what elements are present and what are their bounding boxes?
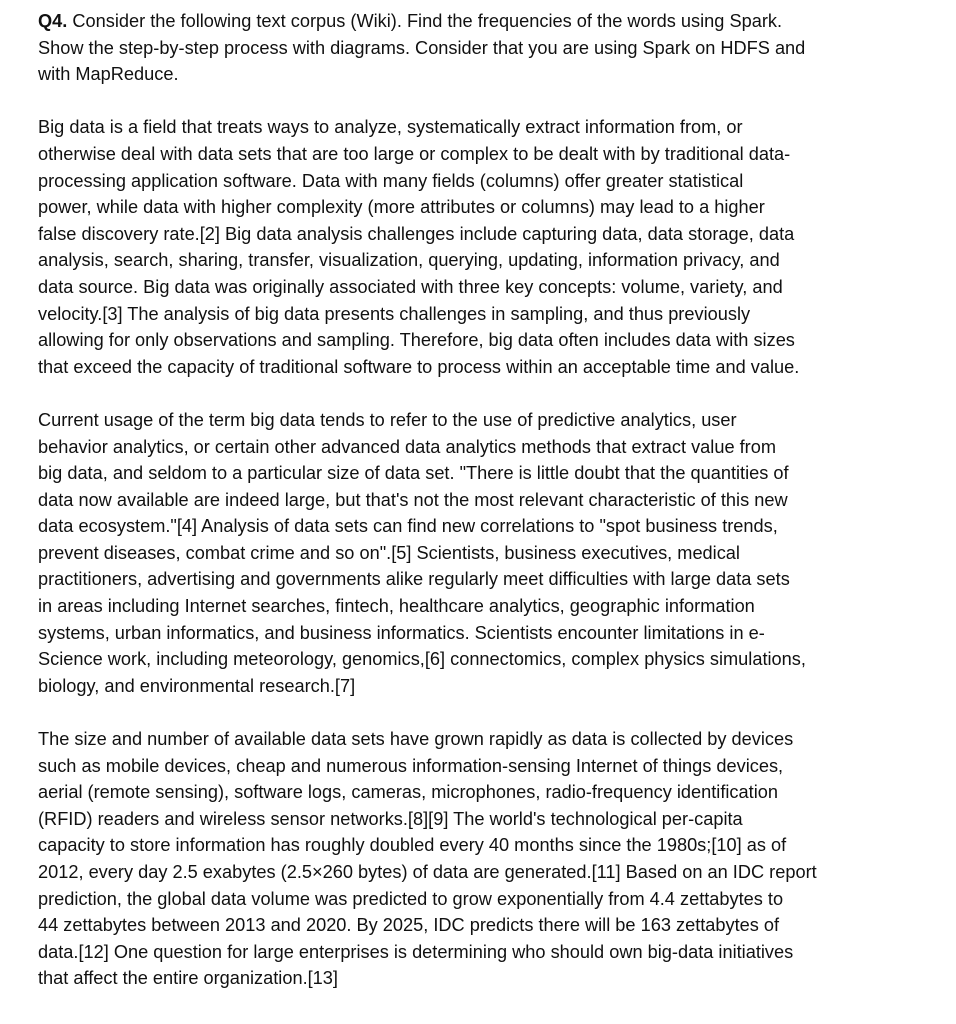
- paragraph-line: that exceed the capacity of traditional software to process within an acceptable time and value.: [38, 356, 800, 377]
- question-line: Show the step-by-step process with diagrams. Consider that you are using Spark on HDFS and: [38, 37, 806, 58]
- paragraph-line: Science work, including meteorology, genomics,[6] connectomics, complex physics simulations,: [38, 649, 806, 670]
- paragraph-line: prevent diseases, combat crime and so on".[5] Scientists, business executives, medical: [38, 542, 740, 563]
- paragraph-gap: [38, 380, 918, 407]
- question-text: Consider the following text corpus (Wiki). Find the frequencies of the words using Spark.: [67, 11, 783, 31]
- paragraph-line: in areas including Internet searches, fintech, healthcare analytics, geographic information: [38, 596, 755, 617]
- paragraph-gap: [38, 88, 918, 115]
- paragraph-line: analysis, search, sharing, transfer, visualization, querying, updating, information privacy, and: [38, 250, 780, 271]
- paragraph-line: data.[12] One question for large enterprises is determining who should own big-data initiatives: [38, 941, 794, 962]
- paragraph-3: [38, 726, 918, 992]
- paragraph-line: practitioners, advertising and governments alike regularly meet difficulties with large data sets: [38, 569, 790, 590]
- paragraph-line: (RFID) readers and wireless sensor networks.[8][9] The world's technological per-capita: [38, 808, 743, 829]
- paragraph-1: [38, 114, 918, 380]
- question-line: with MapReduce.: [38, 64, 179, 85]
- paragraph-2: [38, 407, 918, 700]
- paragraph-line: 44 zettabytes between 2013 and 2020. By 2025, IDC predicts there will be 163 zettabytes of: [38, 915, 780, 936]
- paragraph-line: power, while data with higher complexity (more attributes or columns) may lead to a higher: [38, 197, 765, 218]
- paragraph-line: The size and number of available data sets have grown rapidly as data is collected by devices: [38, 729, 794, 750]
- paragraph-line: processing application software. Data with many fields (columns) offer greater statistical: [38, 170, 744, 191]
- paragraph-line: data ecosystem."[4] Analysis of data sets can find new correlations to "spot business trends,: [38, 516, 778, 537]
- paragraph-line: systems, urban informatics, and business informatics. Scientists encounter limitations in e-: [38, 622, 765, 643]
- paragraph-line: aerial (remote sensing), software logs, cameras, microphones, radio-frequency identification: [38, 782, 778, 803]
- paragraph-line: prediction, the global data volume was predicted to grow exponentially from 4.4 zettabytes to: [38, 888, 784, 909]
- paragraph-gap: [38, 699, 918, 726]
- paragraph-line: 2012, every day 2.5 exabytes (2.5×260 bytes) of data are generated.[11] Based on an IDC report: [38, 862, 817, 882]
- paragraph-line: otherwise deal with data sets that are too large or complex to be dealt with by traditional data-: [38, 143, 791, 164]
- paragraph-line: data source. Big data was originally associated with three key concepts: volume, variety, and: [38, 276, 783, 297]
- paragraph-line: false discovery rate.[2] Big data analysis challenges include capturing data, data storage, data: [38, 223, 795, 244]
- question-label: Q4.: [38, 11, 68, 31]
- paragraph-line: biology, and environmental research.[7]: [38, 675, 356, 696]
- paragraph-line: big data, and seldom to a particular size of data set. "There is little doubt that the quantities of: [38, 463, 789, 484]
- paragraph-line: data now available are indeed large, but that's not the most relevant characteristic of this new: [38, 489, 788, 510]
- question-block: [38, 8, 918, 88]
- paragraph-line: such as mobile devices, cheap and numerous information-sensing Internet of things devices,: [38, 755, 784, 776]
- paragraph-line: allowing for only observations and sampling. Therefore, big data often includes data with sizes: [38, 330, 795, 351]
- document-page: [38, 8, 918, 992]
- question-line: [38, 8, 918, 35]
- paragraph-line: that affect the entire organization.[13]: [38, 968, 338, 989]
- paragraph-line: capacity to store information has roughly doubled every 40 months since the 1980s;[10] as of: [38, 835, 787, 856]
- paragraph-line: Big data is a field that treats ways to analyze, systematically extract information from, or: [38, 117, 743, 138]
- paragraph-line: Current usage of the term big data tends to refer to the use of predictive analytics, user: [38, 409, 737, 430]
- paragraph-line: behavior analytics, or certain other advanced data analytics methods that extract value from: [38, 436, 776, 457]
- paragraph-line: velocity.[3] The analysis of big data presents challenges in sampling, and thus previously: [38, 303, 751, 324]
